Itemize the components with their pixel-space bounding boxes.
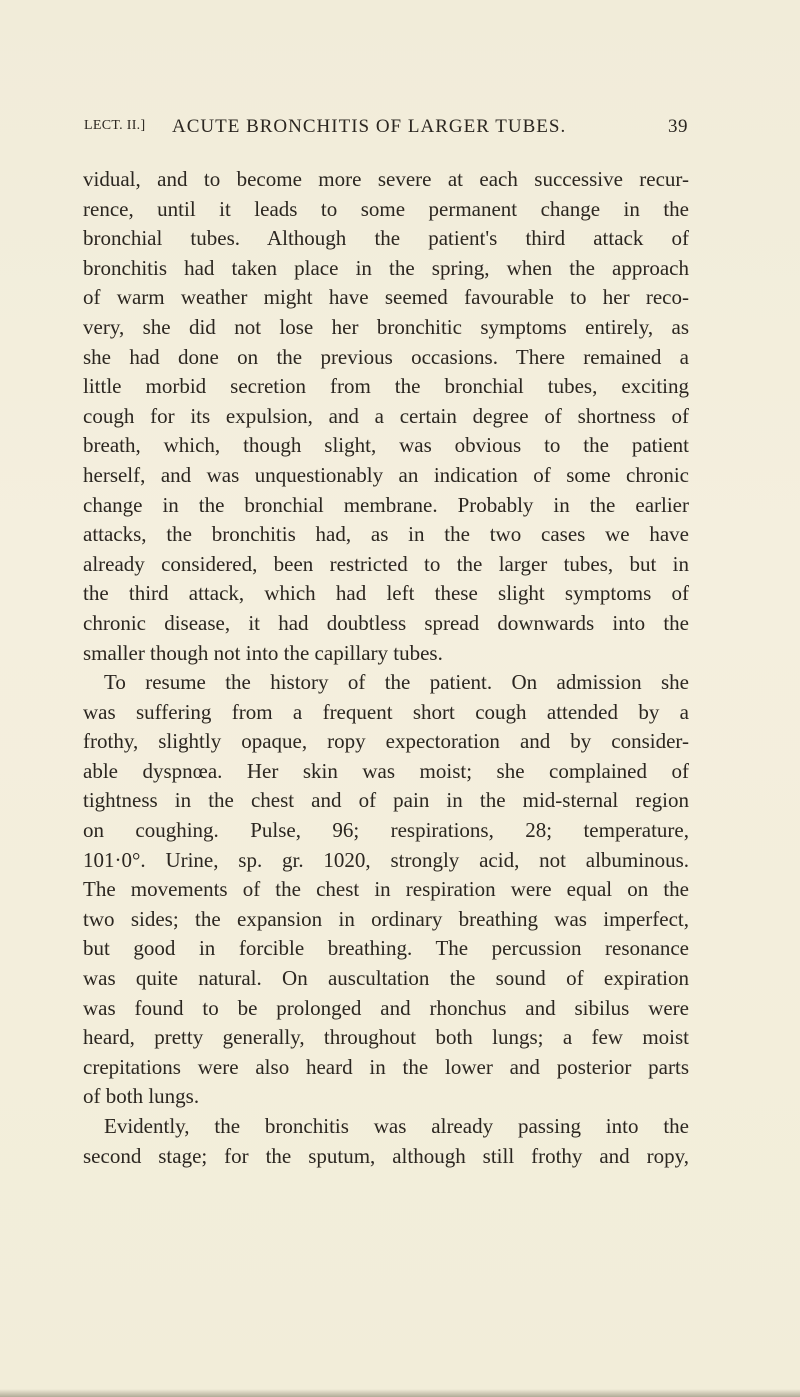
text-line: chronic disease, it had doubtless spread downwards into the bbox=[83, 610, 689, 635]
text-line: she had done on the previous occasions. There remained a bbox=[83, 344, 689, 369]
text-line: was suffering from a frequent short cough attended by a bbox=[83, 699, 689, 724]
running-title: ACUTE BRONCHITIS OF LARGER TUBES. bbox=[172, 116, 567, 137]
page-bottom-edge bbox=[0, 1389, 800, 1397]
text-line: the third attack, which had left these slight symptoms of bbox=[83, 581, 689, 606]
text-line: little morbid secretion from the bronchial tubes, exciting bbox=[83, 374, 689, 399]
text-line: To resume the history of the patient. On admission she bbox=[104, 670, 689, 695]
paragraph-1 bbox=[83, 165, 689, 668]
text-line: cough for its expulsion, and a certain degree of shortness of bbox=[83, 403, 689, 428]
text-line: but good in forcible breathing. The percussion resonance bbox=[83, 936, 689, 961]
text-line: of warm weather might have seemed favourable to her reco- bbox=[83, 285, 689, 310]
text-line: able dyspnœa. Her skin was moist; she complained of bbox=[83, 758, 689, 783]
text-line: change in the bronchial membrane. Probably in the earlier bbox=[83, 492, 689, 517]
text-line: was quite natural. On auscultation the sound of expiration bbox=[83, 966, 689, 991]
text-line: bronchitis had taken place in the spring, when the approach bbox=[83, 255, 689, 280]
text-line: bronchial tubes. Although the patient's third attack of bbox=[83, 226, 689, 251]
text-line: breath, which, though slight, was obvious to the patient bbox=[83, 433, 689, 458]
text-line: of both lungs. bbox=[83, 1084, 200, 1109]
text-line: attacks, the bronchitis had, as in the two cases we have bbox=[83, 522, 689, 547]
text-line: The movements of the chest in respiration were equal on the bbox=[83, 877, 689, 902]
text-line: heard, pretty generally, throughout both lungs; a few moist bbox=[83, 1025, 689, 1050]
text-line: herself, and was unquestionably an indication of some chronic bbox=[83, 462, 689, 487]
text-line: two sides; the expansion in ordinary breathing was imperfect, bbox=[83, 906, 689, 931]
text-line: rence, until it leads to some permanent change in the bbox=[83, 196, 689, 221]
text-line: vidual, and to become more severe at each successive recur- bbox=[83, 167, 689, 191]
text-line: tightness in the chest and of pain in the mid-sternal region bbox=[83, 788, 689, 813]
paragraph-3 bbox=[83, 1112, 689, 1171]
body-text bbox=[83, 165, 689, 1171]
paragraph-2 bbox=[83, 668, 689, 1112]
running-head bbox=[84, 116, 688, 142]
text-line: already considered, been restricted to the larger tubes, but in bbox=[83, 551, 689, 576]
text-line: second stage; for the sputum, although still frothy and ropy, bbox=[83, 1143, 689, 1168]
text-line: frothy, slightly opaque, ropy expectoration and by consider- bbox=[83, 729, 689, 754]
lecture-label: LECT. II.] bbox=[84, 118, 146, 133]
text-line: on coughing. Pulse, 96; respirations, 28; temperature, bbox=[83, 818, 689, 843]
text-line: smaller though not into the capillary tubes. bbox=[83, 640, 443, 665]
text-line: 101·0°. Urine, sp. gr. 1020, strongly acid, not albuminous. bbox=[83, 847, 689, 872]
page-number: 39 bbox=[668, 116, 688, 137]
text-line: crepitations were also heard in the lower and posterior parts bbox=[83, 1054, 689, 1079]
text-line: was found to be prolonged and rhonchus and sibilus were bbox=[83, 995, 689, 1020]
text-line: Evidently, the bronchitis was already passing into the bbox=[104, 1114, 689, 1138]
text-line: very, she did not lose her bronchitic symptoms entirely, as bbox=[83, 314, 689, 339]
